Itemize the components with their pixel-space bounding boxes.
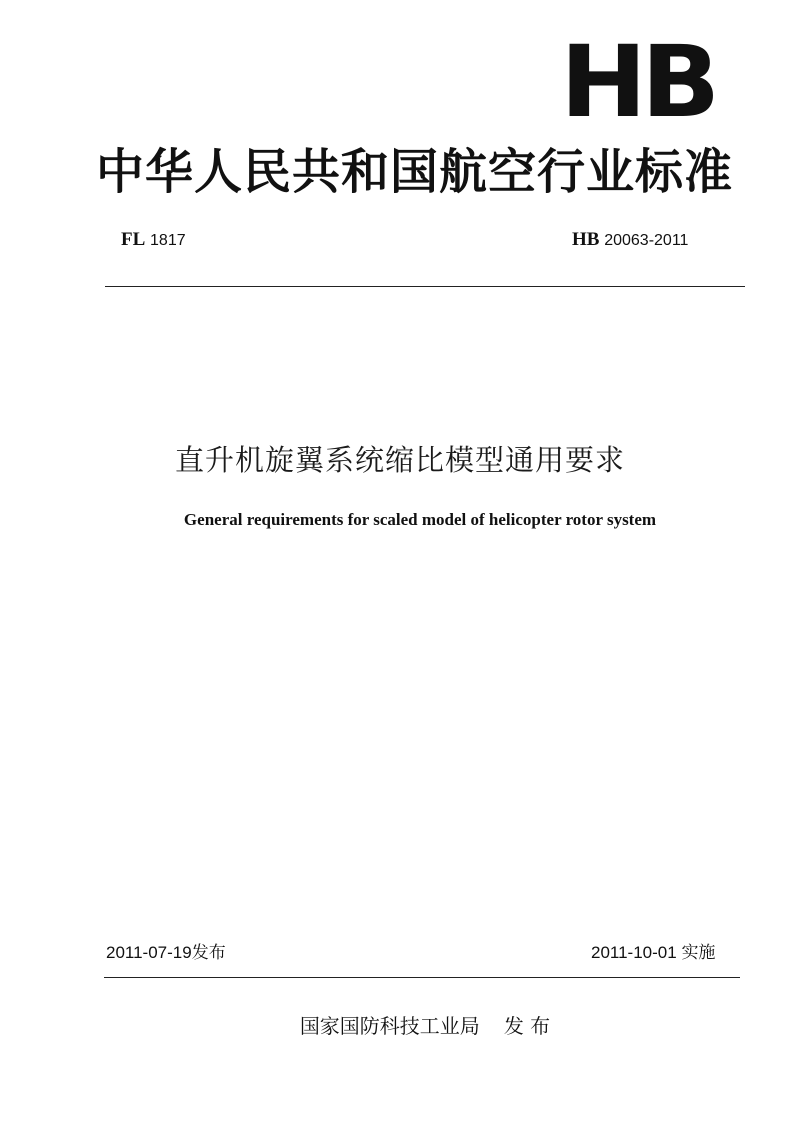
standard-code	[572, 228, 688, 253]
issue-date-line	[106, 940, 226, 966]
publisher-line	[0, 1012, 800, 1040]
classification-number: 1817	[150, 232, 186, 249]
implement-date: 2011-10-01	[591, 943, 677, 962]
classification-prefix: FL	[121, 229, 146, 250]
org-title: 中华人民共和国航空行业标准	[96, 144, 734, 200]
document-title-cn: 直升机旋翼系统缩比模型通用要求	[174, 443, 625, 477]
publisher-name: 国家国防科技工业局	[299, 1014, 480, 1038]
standard-prefix: HB	[572, 229, 600, 250]
issue-date: 2011-07-19	[106, 943, 192, 962]
document-title-en: General requirements for scaled model of helicopter rotor system	[183, 510, 657, 529]
classification-code	[121, 228, 186, 253]
header-divider	[105, 286, 745, 287]
publisher-action: 发 布	[503, 1014, 551, 1038]
footer-divider	[104, 977, 740, 978]
standard-number: 20063-2011	[604, 232, 689, 249]
issue-label: 发布	[191, 943, 226, 963]
implement-label: 实施	[681, 943, 716, 963]
implement-date-line	[591, 940, 715, 966]
hb-logo: HB	[560, 24, 715, 140]
